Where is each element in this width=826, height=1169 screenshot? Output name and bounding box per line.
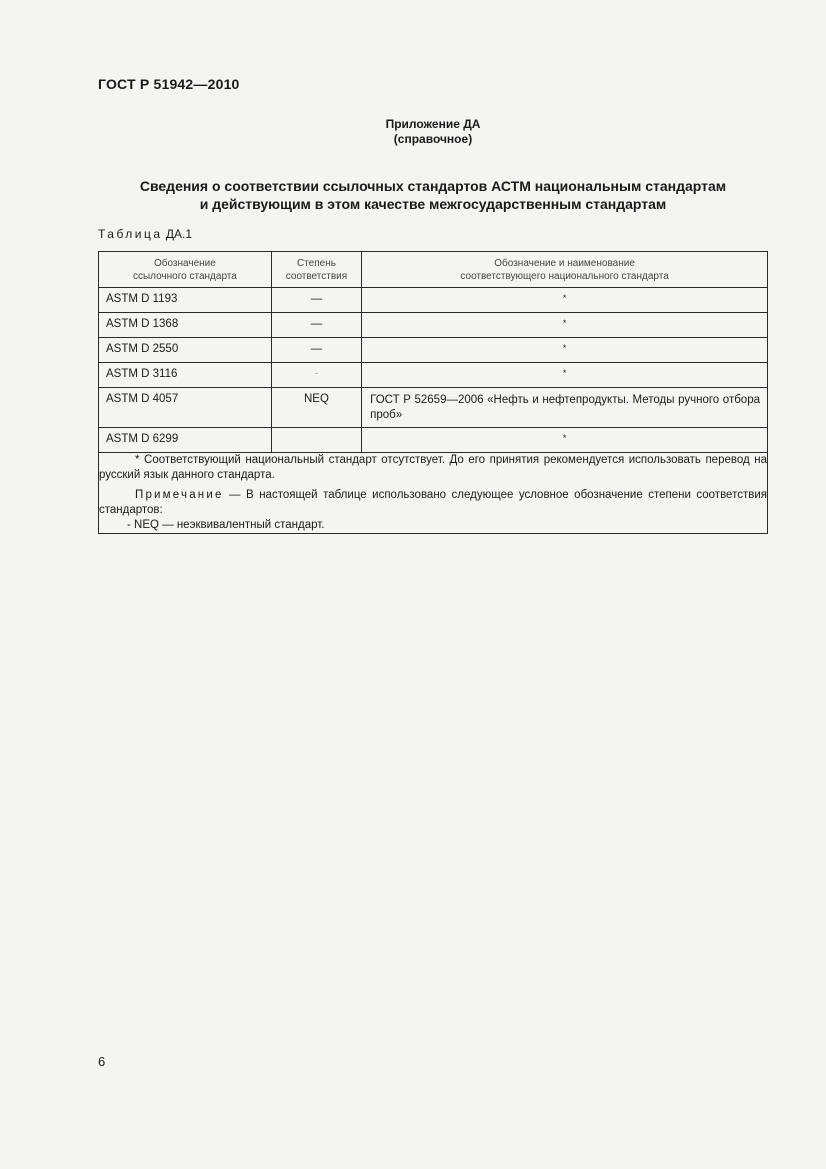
note-text: — В настоящей таблице использовано следующее условное обозначение степени соответствия стандартов:: [99, 489, 767, 516]
table-header-row: [99, 252, 768, 288]
table-row: [99, 338, 768, 363]
national-standard: [362, 338, 768, 363]
header-reference-standard: [99, 252, 272, 288]
footnote-mark: *: [562, 433, 567, 443]
footnote: * Соответствующий национальный стандарт отсутствует. До его принятия рекомендуется использовать перевод на русский язык данного стандарта.: [99, 454, 767, 481]
table-row: [99, 313, 768, 338]
degree-value: -: [271, 363, 361, 388]
page-number: 6: [98, 1054, 106, 1069]
table-footer-row: [99, 453, 768, 534]
footnote-mark: *: [562, 343, 567, 353]
national-standard: [362, 288, 768, 313]
national-standard: ГОСТ Р 52659—2006 «Нефть и нефтепродукты. Методы ручного отбора проб»: [362, 388, 768, 428]
standards-table: [98, 251, 768, 534]
note-item: - NEQ — неэквивалентный стандарт.: [127, 519, 325, 531]
note-label: Примечание: [135, 489, 224, 501]
footnote-mark: *: [562, 293, 567, 303]
table-notes: [99, 453, 768, 534]
national-standard: [362, 428, 768, 453]
table-caption-prefix: Таблица: [98, 227, 163, 241]
page-title-line-1: Сведения о соответствии ссылочных стандартов АСТМ национальным стандартам: [139, 178, 727, 194]
table-row: [99, 388, 768, 428]
table-row: [99, 428, 768, 453]
reference-code: ASTM D 2550: [99, 338, 272, 363]
header-degree-line-1: Степень: [296, 257, 336, 269]
table-row: [99, 288, 768, 313]
header-reference-line-2: ссылочного стандарта: [132, 270, 237, 282]
table-caption: [98, 227, 192, 241]
reference-code: ASTM D 4057: [99, 388, 272, 428]
table-caption-number: ДА.1: [165, 227, 193, 241]
header-national-line-1: Обозначение и наименование: [494, 257, 635, 269]
degree-value: —: [271, 338, 361, 363]
annex-heading: [0, 117, 826, 147]
header-national-standard: [362, 252, 768, 288]
note: [99, 488, 767, 518]
table-row: [99, 363, 768, 388]
reference-code: ASTM D 3116: [99, 363, 272, 388]
footnote-mark: *: [562, 368, 567, 378]
reference-code: ASTM D 1368: [99, 313, 272, 338]
national-standard: [362, 313, 768, 338]
degree-value: NEQ: [271, 388, 361, 428]
national-standard: [362, 363, 768, 388]
reference-code: ASTM D 1193: [99, 288, 272, 313]
header-national-line-2: соответствующего национального стандарта: [460, 270, 669, 282]
annex-title: Приложение ДА: [385, 117, 481, 131]
footnote-mark: *: [562, 318, 567, 328]
degree-value: —: [271, 313, 361, 338]
document-code: ГОСТ Р 51942—2010: [98, 76, 240, 92]
header-degree: [271, 252, 361, 288]
page-title: [98, 177, 768, 213]
annex-type: (справочное): [393, 132, 473, 146]
degree-value: —: [271, 288, 361, 313]
reference-code: ASTM D 6299: [99, 428, 272, 453]
header-reference-line-1: Обозначение: [153, 257, 216, 269]
page-title-line-2: и действующим в этом качестве межгосударственным стандартам: [199, 196, 667, 212]
degree-value: [271, 428, 361, 453]
header-degree-line-2: соответствия: [285, 270, 348, 282]
